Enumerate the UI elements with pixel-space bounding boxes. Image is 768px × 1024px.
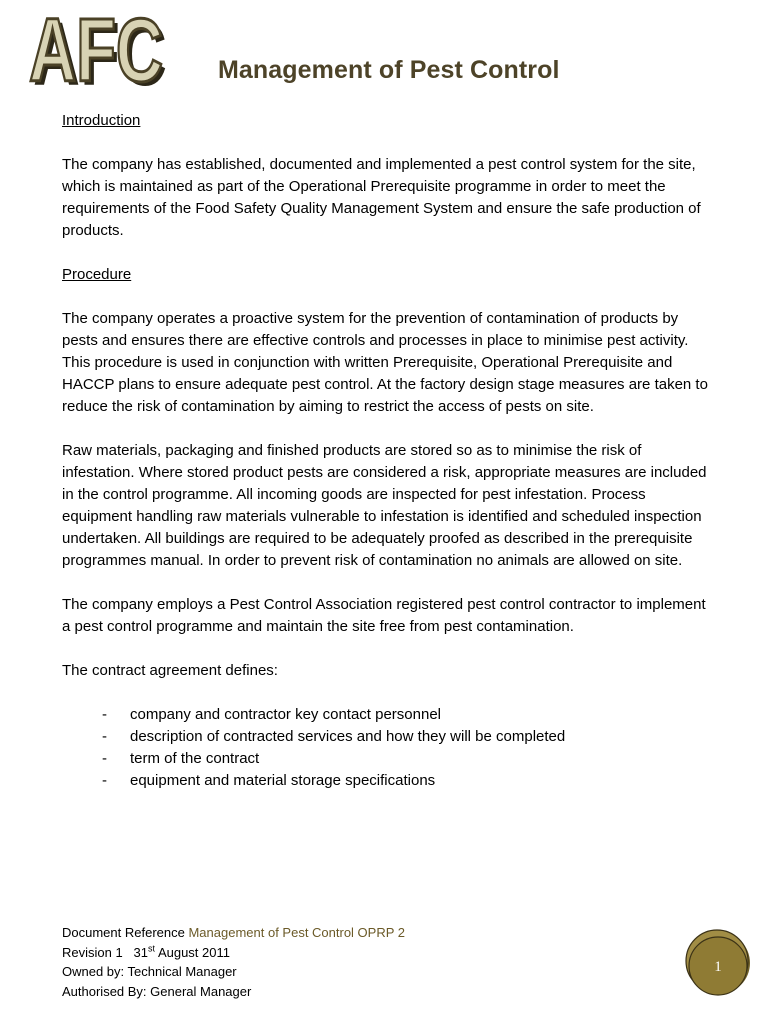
dash-marker: - [102,772,107,789]
revision-date-suffix: st [148,943,156,954]
page-number-badge [682,926,754,998]
document-title: Management of Pest Control [218,56,560,84]
procedure-paragraph-1: The company operates a proactive system for the prevention of contamination of products by pests and ensures there are effective controls and processes in place to minimise pest activity. This procedure is used in conjunction with written Prerequisite, Operational Prerequisite and HACCP plans to ensure adequate pest control. At the factory design stage measures are taken to reduce the risk of contamination by aiming to restrict the access of pests on site. [62,310,708,415]
procedure-paragraph-2: Raw materials, packaging and finished products are stored so as to minimise the risk of infestation. Where stored product pests are considered a risk, appropriate measures are included in the control programme. All incoming goods are inspected for pest infestation. Process equipment handling raw materials vulnerable to infestation is identified and scheduled inspection undertaken. All buildings are required to be adequately proofed as described in the prerequisite programmes manual. In order to prevent risk of contamination no animals are allowed on site. [62,442,707,569]
introduction-heading: Introduction [62,112,141,129]
dash-marker: - [102,706,107,723]
afc-logo-text: AFC [29,8,163,88]
document-reference [62,923,582,943]
procedure-paragraph-3: The company employs a Pest Control Association registered pest control contractor to implement a pest control programme and maintain the site free from pest contamination. [62,596,706,635]
revision-date-rest: August 2011 [157,944,230,960]
list-item-text: equipment and material storage specifications [130,772,436,789]
document-footer [62,923,582,1001]
authorised-by: Authorised By: General Manager [62,983,252,999]
document-body [62,110,712,792]
contract-intro: The contract agreement defines: [62,662,278,679]
introduction-paragraph: The company has established, documented and implemented a pest control system for the site, which is maintained as part of the Operational Prerequisite programme in order to meet the requirements of the Food Safety Quality Management System and ensure the safe production of products. [62,156,701,239]
page-number: 1 [714,959,722,975]
revision-line [62,943,582,963]
list-item-text: company and contractor key contact personnel [130,706,442,723]
owned-by: Owned by: Technical Manager [62,964,237,979]
list-item-text: description of contracted services and how they will be completed [130,728,566,745]
list-item-text: term of the contract [130,750,260,767]
doc-ref-value: Management of Pest Control OPRP 2 [188,925,406,940]
procedure-heading: Procedure [62,266,132,283]
dash-marker: - [102,750,107,767]
list-item [102,748,712,770]
afc-logo [26,8,172,88]
list-item [102,704,712,726]
doc-ref-label: Document Reference [62,925,185,940]
contract-bullet-list [62,704,712,792]
dash-marker: - [102,728,107,745]
list-item [102,726,712,748]
afc-logo-shadow: AFC [33,8,167,88]
revision-label: Revision 1 [62,944,123,960]
revision-date-day: 31 [133,944,149,960]
list-item [102,770,712,792]
